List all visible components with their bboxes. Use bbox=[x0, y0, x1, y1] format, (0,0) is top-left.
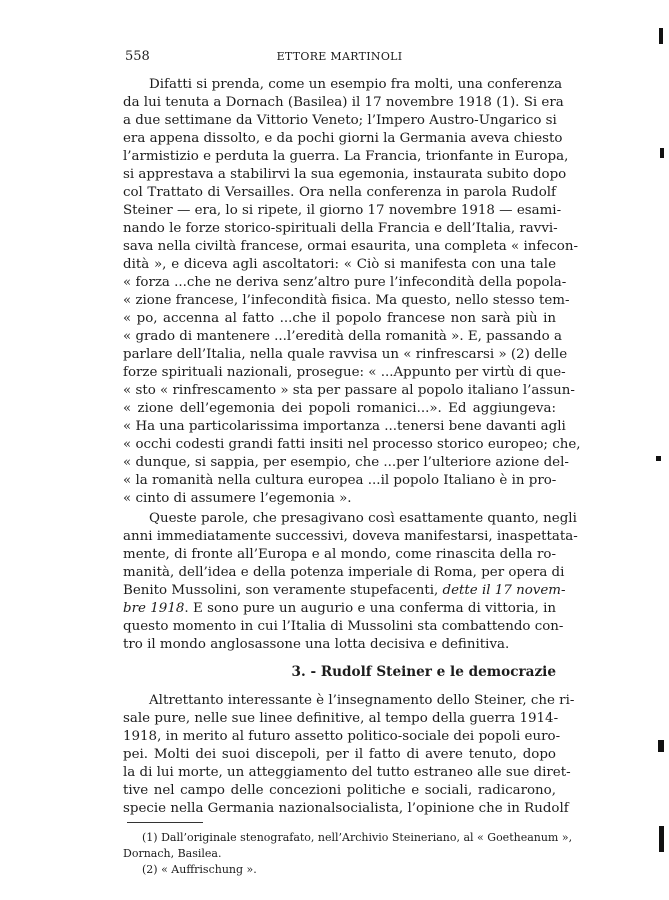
text-line: « dunque, si sappia, per esempio, che ...per l’ulteriore azione del- bbox=[123, 455, 569, 470]
text-line: Queste parole, che presagivano così esattamente quanto, negli bbox=[149, 511, 577, 526]
text-line: si apprestava a stabilirvi la sua egemonia, instaurata subito dopo bbox=[123, 167, 567, 182]
footnote: (1) Dall’originale stenografato, nell’Archivio Steineriano, al « Goetheanum », bbox=[142, 831, 573, 844]
italic-run: dette il 17 novem- bbox=[442, 583, 566, 598]
text-run: . E sono pure un augurio e una conferma di vittoria, in bbox=[184, 601, 557, 616]
text-line: mente, di fronte all’Europa e al mondo, come rinascita della ro- bbox=[123, 547, 556, 562]
text-line: « po, accenna al fatto ...che il popolo francese non sarà più in bbox=[123, 311, 556, 326]
text-line: « la romanità nella cultura europea ...il popolo Italiano è in pro- bbox=[123, 473, 557, 488]
running-title: ETTORE MARTINOLI bbox=[276, 50, 403, 63]
text-line: Altrettanto interessante è l’insegnamento dello Steiner, che ri- bbox=[149, 693, 575, 708]
text-line: col Trattato di Versailles. Ora nella conferenza in parola Rudolf bbox=[123, 185, 556, 200]
text-line: Difatti si prenda, come un esempio fra molti, una conferenza bbox=[149, 77, 563, 92]
text-line: tro il mondo anglosassone una lotta decisiva e definitiva. bbox=[123, 637, 510, 652]
text-line bbox=[123, 600, 556, 617]
text-line: « zione dell’egemonia dei popoli romanici...». Ed aggiungeva: bbox=[123, 401, 556, 416]
text-line: sale pure, nelle sue linee definitive, al tempo della guerra 1914- bbox=[123, 711, 559, 726]
text-line: « cinto di assumere l’egemonia ». bbox=[123, 491, 352, 506]
text-line: a due settimane da Vittorio Veneto; l’Impero Austro-Ungarico si bbox=[123, 113, 557, 128]
running-header bbox=[123, 49, 556, 69]
footnote-rule bbox=[127, 822, 203, 823]
text-line: nando le forze storico-spirituali della Francia e dell’Italia, ravvi- bbox=[123, 221, 558, 236]
text-line: 1918, in merito al futuro assetto politico-sociale dei popoli euro- bbox=[123, 729, 561, 744]
footnote-continued: Dornach, Basilea. bbox=[123, 847, 222, 860]
scan-mark bbox=[658, 740, 664, 752]
text-line: dità », e diceva agli ascoltatori: « Ciò si manifesta con una tale bbox=[123, 257, 556, 272]
section-heading: 3. - Rudolf Steiner e le democrazie bbox=[291, 664, 556, 680]
text-line: tive nel campo delle concezioni politiche e sociali, radicarono, bbox=[123, 783, 556, 798]
footnote: (2) « Auffrischung ». bbox=[142, 863, 257, 876]
text-line: sava nella civiltà francese, ormai esaurita, una completa « infecon- bbox=[123, 239, 578, 254]
text-line: forze spirituali nazionali, prosegue: « ...Appunto per virtù di que- bbox=[123, 365, 566, 380]
text-run: Benito Mussolini, son veramente stupefacenti, bbox=[123, 583, 439, 598]
text-line: Steiner — era, lo si ripete, il giorno 17 novembre 1918 — esami- bbox=[123, 203, 562, 218]
text-line: « sto « rinfrescamento » sta per passare al popolo italiano l’assun- bbox=[123, 383, 575, 398]
text-line: pei. Molti dei suoi discepoli, per il fatto di avere tenuto, dopo bbox=[123, 747, 556, 762]
text-line: la di lui morte, un atteggiamento del tutto estraneo alle sue diret- bbox=[123, 765, 571, 780]
text-line: specie nella Germania nazionalsocialista, l’opinione che in Rudolf bbox=[123, 801, 569, 816]
text-line: « zione francese, l’infecondità fisica. Ma questo, nello stesso tem- bbox=[123, 293, 570, 308]
text-line: da lui tenuta a Dornach (Basilea) il 17 novembre 1918 (1). Si era bbox=[123, 95, 564, 110]
text-line: era appena dissolto, e da pochi giorni la Germania aveva chiesto bbox=[123, 131, 563, 146]
text-line: l’armistizio e perduta la guerra. La Francia, trionfante in Europa, bbox=[123, 149, 569, 164]
text-line: anni immediatamente successivi, doveva manifestarsi, inaspettata- bbox=[123, 529, 578, 544]
scan-mark bbox=[660, 148, 664, 158]
text-line: parlare dell’Italia, nella quale ravvisa un « rinfrescarsi » (2) delle bbox=[123, 347, 568, 362]
italic-run: bre bbox=[123, 601, 146, 616]
text-line: « Ha una particolarissima importanza ...tenersi bene davanti agli bbox=[123, 419, 566, 434]
text-line: « occhi codesti grandi fatti insiti nel processo storico europeo; che, bbox=[123, 437, 581, 452]
page-number: 558 bbox=[125, 49, 150, 64]
scan-mark bbox=[659, 28, 663, 44]
italic-run: 1918 bbox=[150, 601, 185, 616]
scan-mark bbox=[656, 456, 661, 461]
text-line: « forza ...che ne deriva senz’altro pure l’infecondità della popola- bbox=[123, 275, 567, 290]
text-line: manità, dell’idea e della potenza imperiale di Roma, per opera di bbox=[123, 565, 565, 580]
scan-mark bbox=[659, 826, 664, 852]
text-line: questo momento in cui l’Italia di Mussolini sta combattendo con- bbox=[123, 619, 564, 634]
text-line: « grado di mantenere ...l’eredità della romanità ». E, passando a bbox=[123, 329, 562, 344]
text-line bbox=[123, 582, 566, 599]
